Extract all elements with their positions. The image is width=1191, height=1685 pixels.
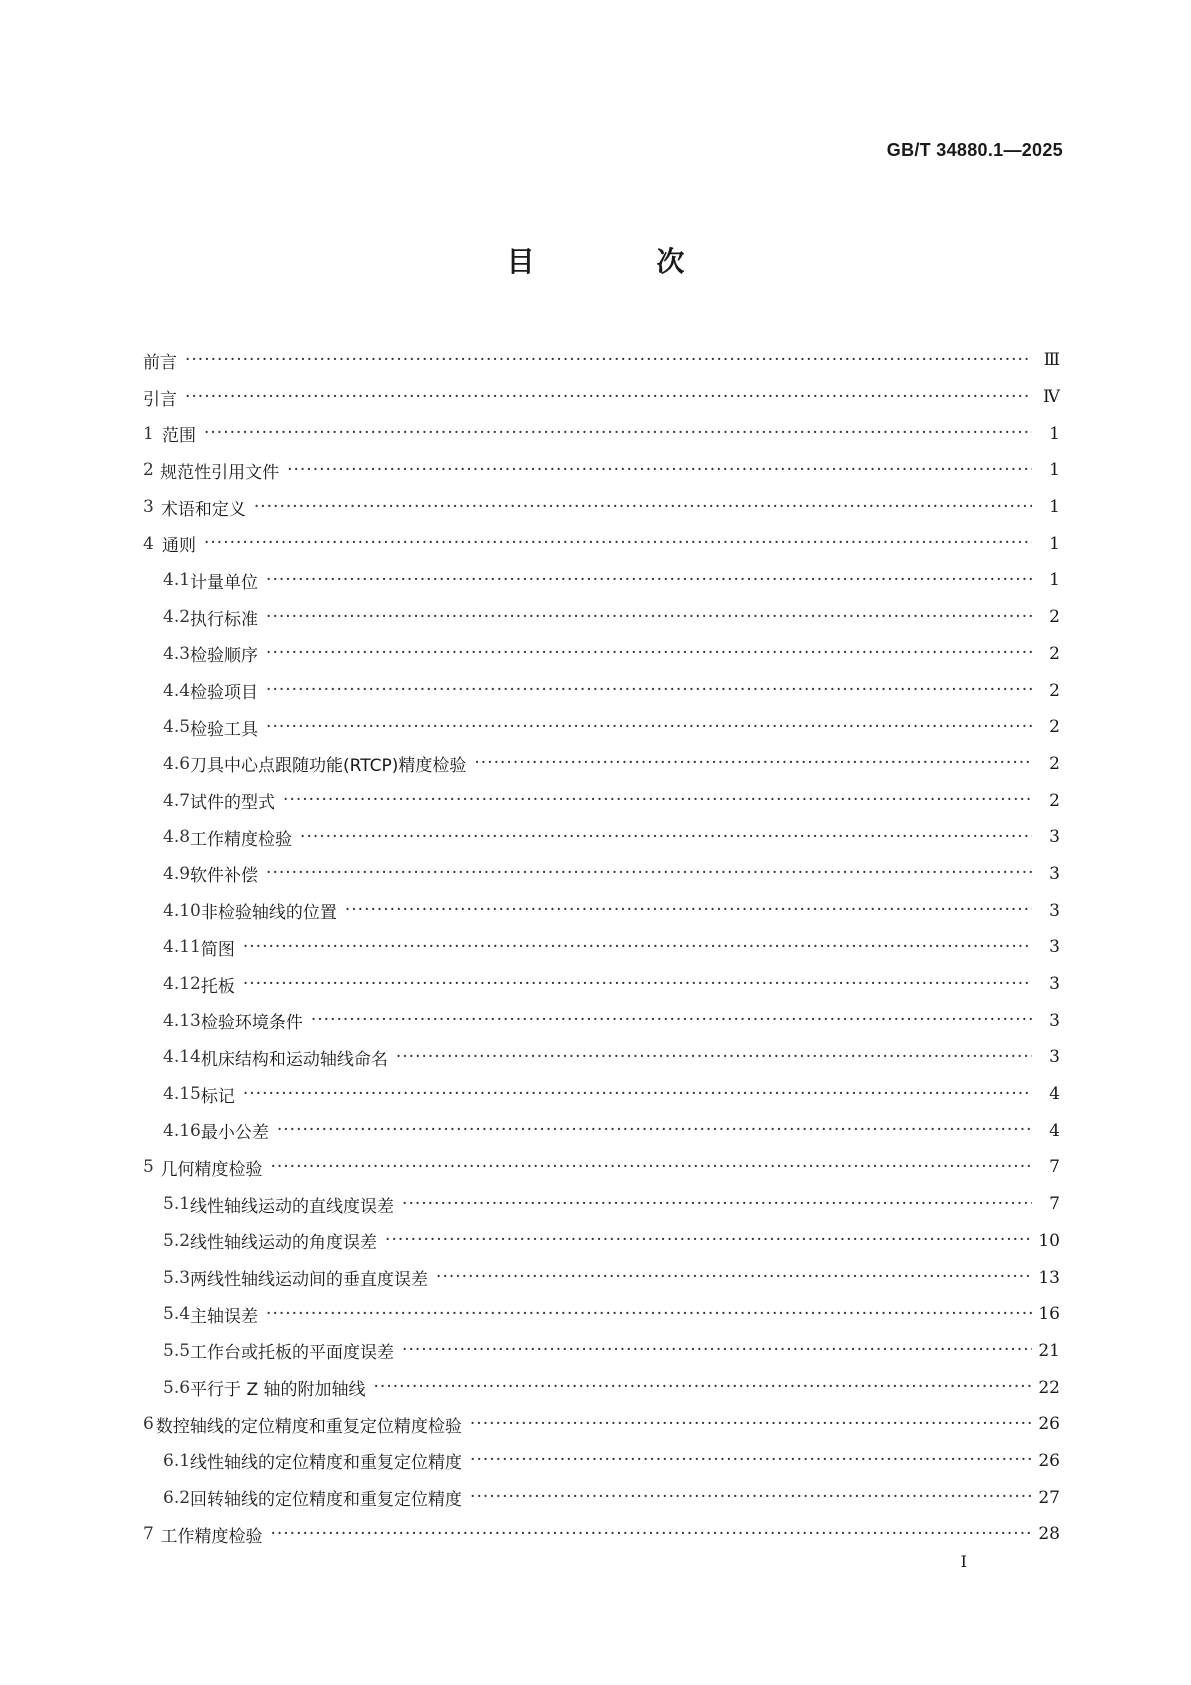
toc-entry[interactable]	[143, 415, 1060, 452]
toc-entry-page: 1	[1049, 423, 1060, 444]
toc-dot-leader	[266, 719, 1032, 736]
toc-entry-page: 16	[1038, 1304, 1060, 1325]
toc-entry-page: 1	[1049, 570, 1060, 591]
toc-entry[interactable]	[143, 782, 1060, 819]
toc-entry-page: 26	[1038, 1450, 1060, 1471]
toc-entry[interactable]	[143, 1443, 1060, 1480]
toc-entry[interactable]	[143, 1406, 1060, 1443]
toc-entry-number: 4	[143, 533, 154, 554]
toc-entry[interactable]	[143, 929, 1060, 966]
toc-entry-number: 5.2	[163, 1230, 191, 1251]
toc-title: 目 次	[506, 245, 741, 278]
toc-dot-leader	[402, 1342, 1032, 1359]
toc-entry-page: 1	[1049, 497, 1060, 518]
toc-entry-page: 4	[1049, 1084, 1060, 1105]
toc-dot-leader	[204, 535, 1032, 552]
toc-entry-label: 最小公差	[200, 1123, 269, 1144]
toc-entry-page: 7	[1049, 1194, 1060, 1215]
toc-dot-leader	[311, 1012, 1032, 1029]
toc-entry-page: 22	[1038, 1377, 1060, 1398]
toc-entry-number: 4.15	[163, 1084, 201, 1105]
toc-entry-label: 工作精度检验	[160, 1526, 263, 1547]
table-of-contents	[143, 342, 1060, 1553]
toc-entry-number: 1	[143, 423, 154, 444]
toc-dot-leader	[266, 1306, 1032, 1323]
toc-entry[interactable]	[143, 1112, 1060, 1149]
toc-dot-leader	[474, 755, 1032, 772]
toc-entry[interactable]	[143, 1223, 1060, 1260]
toc-dot-leader	[266, 682, 1032, 699]
toc-dot-leader	[243, 939, 1032, 956]
toc-dot-leader	[254, 499, 1032, 516]
toc-entry[interactable]	[143, 636, 1060, 673]
toc-entry-number: 6.1	[163, 1450, 191, 1471]
toc-dot-leader	[266, 645, 1032, 662]
toc-entry-page: 13	[1038, 1267, 1060, 1288]
toc-dot-leader	[283, 792, 1032, 809]
toc-entry[interactable]	[143, 342, 1060, 379]
toc-entry-page: 3	[1049, 900, 1060, 921]
toc-dot-leader	[287, 462, 1032, 479]
toc-entry[interactable]	[143, 819, 1060, 856]
toc-dot-leader	[345, 902, 1032, 919]
toc-dot-leader	[270, 1526, 1032, 1543]
toc-dot-leader	[300, 829, 1032, 846]
toc-entry-label: 术语和定义	[160, 499, 246, 520]
toc-entry-label: 检验环境条件	[200, 1013, 303, 1034]
toc-entry-number: 4.14	[163, 1047, 201, 1068]
toc-entry-page: 2	[1049, 790, 1060, 811]
toc-dot-leader	[470, 1452, 1032, 1469]
toc-entry[interactable]	[143, 746, 1060, 783]
toc-entry-page: 26	[1038, 1414, 1060, 1435]
toc-entry-label: 工作精度检验	[190, 829, 293, 850]
toc-entry-number: 5.5	[163, 1340, 191, 1361]
toc-entry-number: 4.3	[163, 643, 191, 664]
toc-entry-number: 4.7	[163, 790, 191, 811]
toc-dot-leader	[277, 1122, 1032, 1139]
toc-entry-page: 2	[1049, 680, 1060, 701]
toc-dot-leader	[266, 572, 1032, 589]
toc-entry-page: 2	[1049, 717, 1060, 738]
toc-entry-page: 3	[1049, 937, 1060, 958]
toc-entry[interactable]	[143, 1333, 1060, 1370]
toc-entry[interactable]	[143, 525, 1060, 562]
toc-entry[interactable]	[143, 1479, 1060, 1516]
toc-dot-leader	[385, 1232, 1032, 1249]
toc-entry-number: 4.1	[163, 570, 191, 591]
toc-entry[interactable]	[143, 856, 1060, 893]
toc-entry-label: 非检验轴线的位置	[200, 903, 337, 924]
toc-entry[interactable]	[143, 1369, 1060, 1406]
toc-entry[interactable]	[143, 562, 1060, 599]
toc-entry[interactable]	[143, 1002, 1060, 1039]
toc-dot-leader	[266, 609, 1032, 626]
toc-entry-number: 4.11	[163, 937, 201, 958]
toc-dot-leader	[470, 1416, 1032, 1433]
toc-entry-number: 4.6	[163, 753, 191, 774]
page-folio: Ⅰ	[960, 1552, 967, 1571]
toc-entry-label: 标记	[200, 1086, 235, 1107]
toc-entry-number: 5.6	[163, 1377, 191, 1398]
toc-entry-page: 2	[1049, 607, 1060, 628]
toc-entry-label: 工作台或托板的平面度误差	[190, 1343, 395, 1364]
toc-entry-label: 数控轴线的定位精度和重复定位精度检验	[155, 1416, 462, 1437]
toc-entry-number: 3	[143, 497, 154, 518]
standard-number: GB/T 34880.1—2025	[886, 140, 1063, 160]
toc-entry-page: 3	[1049, 863, 1060, 884]
toc-entry-page: 1	[1049, 533, 1060, 554]
toc-entry-label: 机床结构和运动轴线命名	[200, 1049, 388, 1070]
toc-entry-label: 通则	[161, 536, 196, 557]
toc-dot-leader	[396, 1049, 1032, 1066]
toc-entry[interactable]	[143, 1186, 1060, 1223]
toc-entry[interactable]	[143, 709, 1060, 746]
toc-dot-leader	[436, 1269, 1032, 1286]
toc-entry-page: 27	[1038, 1487, 1060, 1508]
toc-entry-page: 10	[1038, 1230, 1060, 1251]
toc-entry[interactable]	[143, 452, 1060, 489]
toc-entry-number: 4.12	[163, 974, 201, 995]
toc-entry-page: 7	[1049, 1157, 1060, 1178]
toc-entry[interactable]	[143, 892, 1060, 929]
toc-entry-page: 3	[1049, 1047, 1060, 1068]
toc-entry[interactable]	[143, 1039, 1060, 1076]
toc-entry-label: 范围	[161, 426, 196, 447]
toc-dot-leader	[243, 976, 1032, 993]
toc-entry-number: 4.13	[163, 1010, 201, 1031]
toc-entry[interactable]	[143, 379, 1060, 416]
toc-entry-label: 线性轴线运动的角度误差	[190, 1233, 378, 1254]
toc-dot-leader	[243, 1086, 1032, 1103]
toc-dot-leader	[185, 352, 1032, 369]
toc-entry-page: 1	[1049, 460, 1060, 481]
toc-entry-number: 4.2	[163, 607, 191, 628]
toc-entry-page: Ⅳ	[1043, 387, 1060, 408]
toc-entry-page: 2	[1049, 643, 1060, 664]
toc-entry-label: 检验项目	[190, 683, 259, 704]
toc-entry-label: 规范性引用文件	[160, 462, 280, 483]
toc-entry[interactable]	[143, 672, 1060, 709]
toc-entry-label: 线性轴线运动的直线度误差	[190, 1196, 395, 1217]
toc-entry[interactable]	[143, 1259, 1060, 1296]
toc-entry-page: 2	[1049, 753, 1060, 774]
toc-dot-leader	[204, 425, 1032, 442]
toc-entry-label: 主轴误差	[190, 1306, 259, 1327]
toc-entry[interactable]	[143, 1516, 1060, 1553]
toc-entry-label: 执行标准	[190, 609, 259, 630]
toc-entry[interactable]	[143, 1149, 1060, 1186]
toc-dot-leader	[270, 1159, 1032, 1176]
toc-entry-label: 线性轴线的定位精度和重复定位精度	[190, 1453, 463, 1474]
toc-entry-number: 5	[143, 1157, 154, 1178]
toc-entry-number: 7	[143, 1524, 154, 1545]
toc-entry-number: 4.5	[163, 717, 191, 738]
toc-entry-label: 几何精度检验	[160, 1159, 263, 1180]
toc-entry-page: 3	[1049, 827, 1060, 848]
toc-entry-number: 5.4	[163, 1304, 191, 1325]
toc-dot-leader	[470, 1489, 1032, 1506]
toc-dot-leader	[374, 1379, 1032, 1396]
toc-entry-number: 4.4	[163, 680, 191, 701]
toc-entry-label: 简图	[200, 939, 235, 960]
toc-entry-label: 试件的型式	[190, 793, 276, 814]
toc-entry-label: 前言	[143, 352, 177, 373]
toc-entry-number: 6	[143, 1414, 154, 1435]
toc-entry-page: 4	[1049, 1120, 1060, 1141]
toc-entry-page: 3	[1049, 974, 1060, 995]
toc-entry-page: 21	[1038, 1340, 1060, 1361]
toc-entry-number: 5.3	[163, 1267, 191, 1288]
toc-entry-number: 2	[143, 460, 154, 481]
toc-dot-leader	[402, 1196, 1032, 1213]
toc-entry-label: 两线性轴线运动间的垂直度误差	[190, 1270, 429, 1291]
toc-entry-label: 回转轴线的定位精度和重复定位精度	[190, 1490, 463, 1511]
toc-entry[interactable]	[143, 1076, 1060, 1113]
toc-entry-label: 引言	[143, 389, 177, 410]
toc-entry[interactable]	[143, 966, 1060, 1003]
toc-entry-label: 软件补偿	[190, 866, 259, 887]
toc-entry-label: 刀具中心点跟随功能(RTCP)精度检验	[190, 756, 467, 777]
toc-entry-label: 平行于 Z 轴的附加轴线	[190, 1380, 366, 1401]
toc-entry-label: 计量单位	[190, 572, 259, 593]
toc-entry-number: 5.1	[163, 1194, 191, 1215]
toc-entry[interactable]	[143, 489, 1060, 526]
toc-entry-page: Ⅲ	[1043, 350, 1060, 371]
toc-entry-label: 检验工具	[190, 719, 259, 740]
toc-entry-page: 28	[1038, 1524, 1060, 1545]
toc-entry-number: 4.9	[163, 863, 191, 884]
toc-dot-leader	[185, 389, 1032, 406]
toc-entry-number: 4.16	[163, 1120, 201, 1141]
toc-dot-leader	[266, 865, 1032, 882]
toc-entry-number: 4.8	[163, 827, 191, 848]
toc-entry[interactable]	[143, 1296, 1060, 1333]
toc-entry-page: 3	[1049, 1010, 1060, 1031]
toc-entry[interactable]	[143, 599, 1060, 636]
toc-entry-label: 检验顺序	[190, 646, 259, 667]
toc-entry-label: 托板	[200, 976, 235, 997]
toc-entry-number: 4.10	[163, 900, 201, 921]
toc-entry-number: 6.2	[163, 1487, 191, 1508]
